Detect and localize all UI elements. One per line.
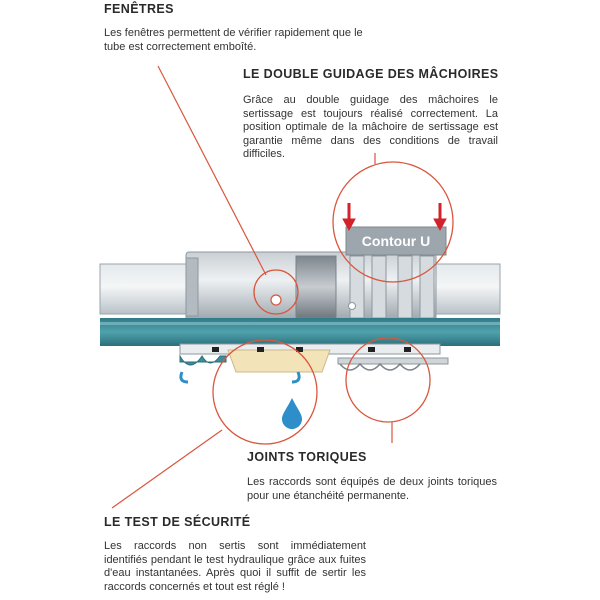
- joints-title: JOINTS TORIQUES: [247, 450, 367, 464]
- lower-jaw-right: [338, 358, 448, 364]
- test-title: LE TEST DE SÉCURITÉ: [104, 515, 251, 529]
- double-guidage-text: Grâce au double guidage des mâchoires le sertissage est toujours réalisé correctement. La position optimale de la mâchoire de sertissage est garantie même dans des conditions de travail difficiles.: [243, 94, 498, 160]
- joints-text: Les raccords sont équipés de deux joints toriques pour une étanchéité permanente.: [247, 476, 497, 502]
- mid-clip: [292, 372, 299, 382]
- window-dot-right: [349, 303, 356, 310]
- lower-ridge-right: [340, 364, 420, 370]
- fenetres-title: FENÊTRES: [104, 2, 174, 16]
- double-guidage-title: LE DOUBLE GUIDAGE DES MÂCHOIRES: [243, 67, 499, 81]
- fenetres-text: Les fenêtres permettent de vérifier rapidement que le tube est correctement emboîté.: [104, 27, 363, 53]
- fitting-ring: [296, 256, 336, 318]
- contour-u-label: Contour U: [361, 233, 431, 249]
- left-clip: [181, 372, 188, 382]
- pipe-section-inner: [100, 322, 500, 325]
- fitting-collar-left: [186, 258, 198, 316]
- inspection-window: [271, 295, 281, 305]
- water-drop-icon: [282, 398, 302, 429]
- jaw-arrows: [343, 203, 446, 230]
- lower-jaw-left: [180, 356, 226, 365]
- test-text: Les raccords non sertis sont immédiatement identifiés pendant le test hydraulique grâce aux fuites d'eau instantanées. Après quoi il suffit de sertir les raccords concernés et tout est réglé !: [104, 540, 366, 593]
- gasket-area: [228, 350, 330, 372]
